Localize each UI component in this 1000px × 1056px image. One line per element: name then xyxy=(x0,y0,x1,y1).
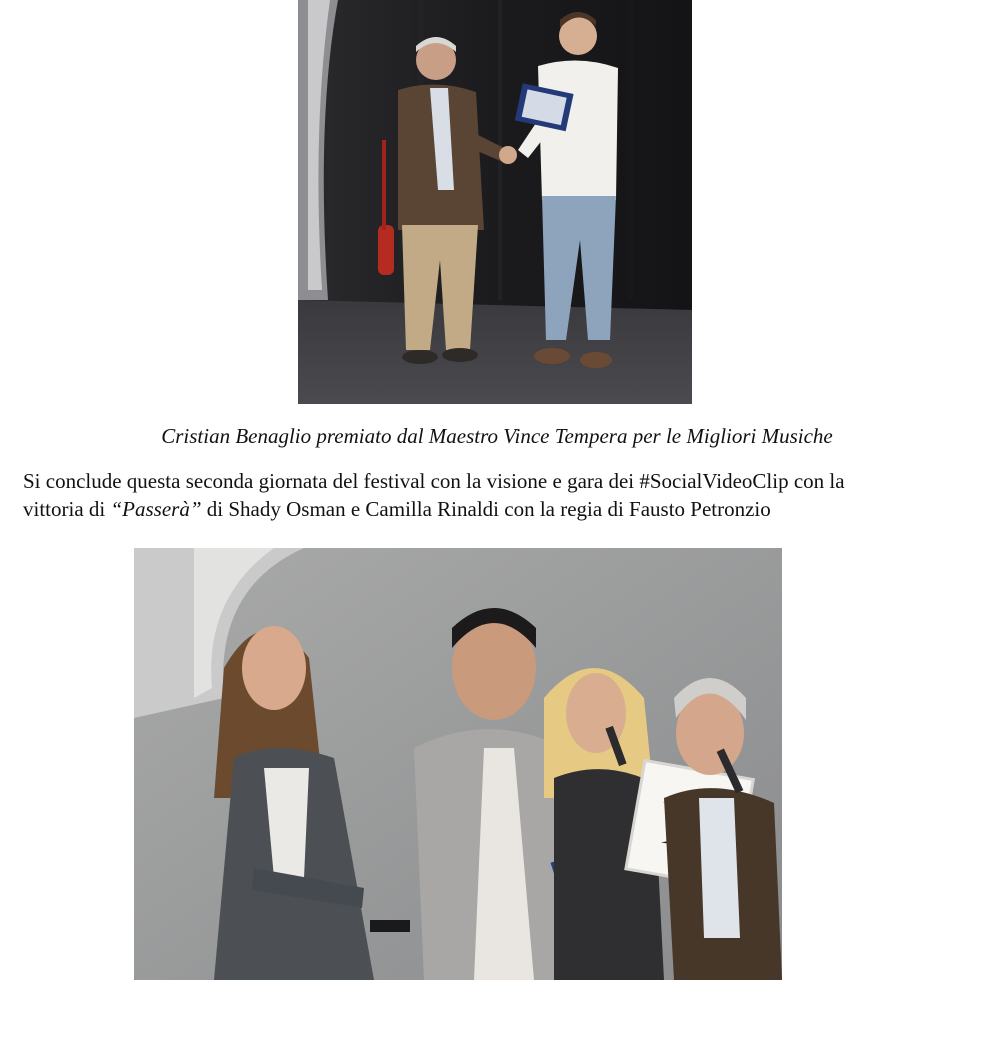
paragraph-line-2-suffix: di Shady Osman e Camilla Rinaldi con la regia di Fausto Petronzio xyxy=(201,497,771,521)
article-paragraph xyxy=(23,467,983,523)
photo-award-handshake-image xyxy=(298,0,692,404)
video-title: “Passerà” xyxy=(110,497,202,521)
paragraph-line-1: Si conclude questa seconda giornata del festival con la visione e gara dei #SocialVideoClip con la xyxy=(23,469,845,493)
photo-social-videoclip-winners-image xyxy=(134,548,782,980)
paragraph-line-2-prefix: vittoria di xyxy=(23,497,111,521)
photo-caption: Cristian Benaglio premiato dal Maestro Vince Tempera per le Migliori Musiche xyxy=(161,424,833,448)
photo-award-handshake xyxy=(298,0,692,404)
paragraph-line-2 xyxy=(23,495,983,523)
photo-social-videoclip-winners xyxy=(134,548,782,980)
